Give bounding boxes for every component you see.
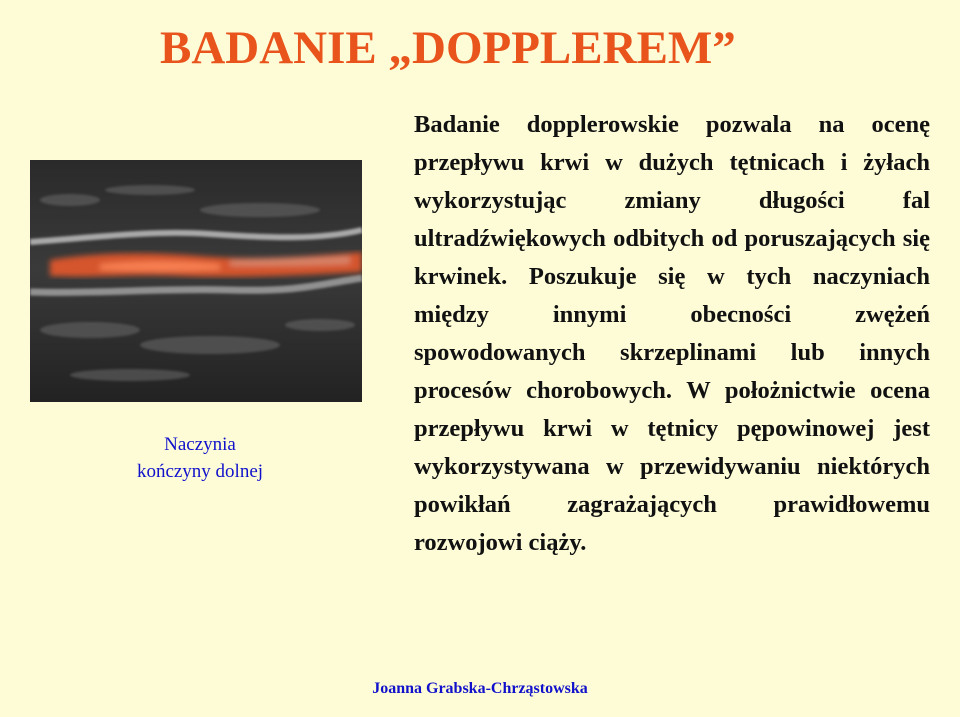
image-caption-line-1: Naczynia	[164, 434, 236, 455]
image-caption	[110, 431, 290, 485]
ultrasound-graphic	[30, 160, 362, 402]
slide-title: BADANIE „DOPPLEREM”	[160, 22, 736, 74]
author-footer: Joanna Grabska-Chrząstowska	[372, 680, 588, 697]
image-caption-line-2: kończyny dolnej	[136, 461, 264, 482]
doppler-ultrasound-image	[30, 160, 362, 402]
body-paragraph: Badanie dopplerowskie pozwala na ocenę przepływu krwi w dużych tętnicach i żyłach wykorzystując zmiany długości fal ultradźwiękowych odbitych od poruszających się krwinek. Poszukuje się w tych naczyniach między innymi obecności zwężeń spowodowanych skrzeplinami lub innych procesów chorobowych. W położnictwie ocena przepływu krwi w tętnicy pępowinowej jest wykorzystywana w przewidywaniu niektórych powikłań zagrażających prawidłowemu rozwojowi ciąży.	[414, 111, 930, 556]
